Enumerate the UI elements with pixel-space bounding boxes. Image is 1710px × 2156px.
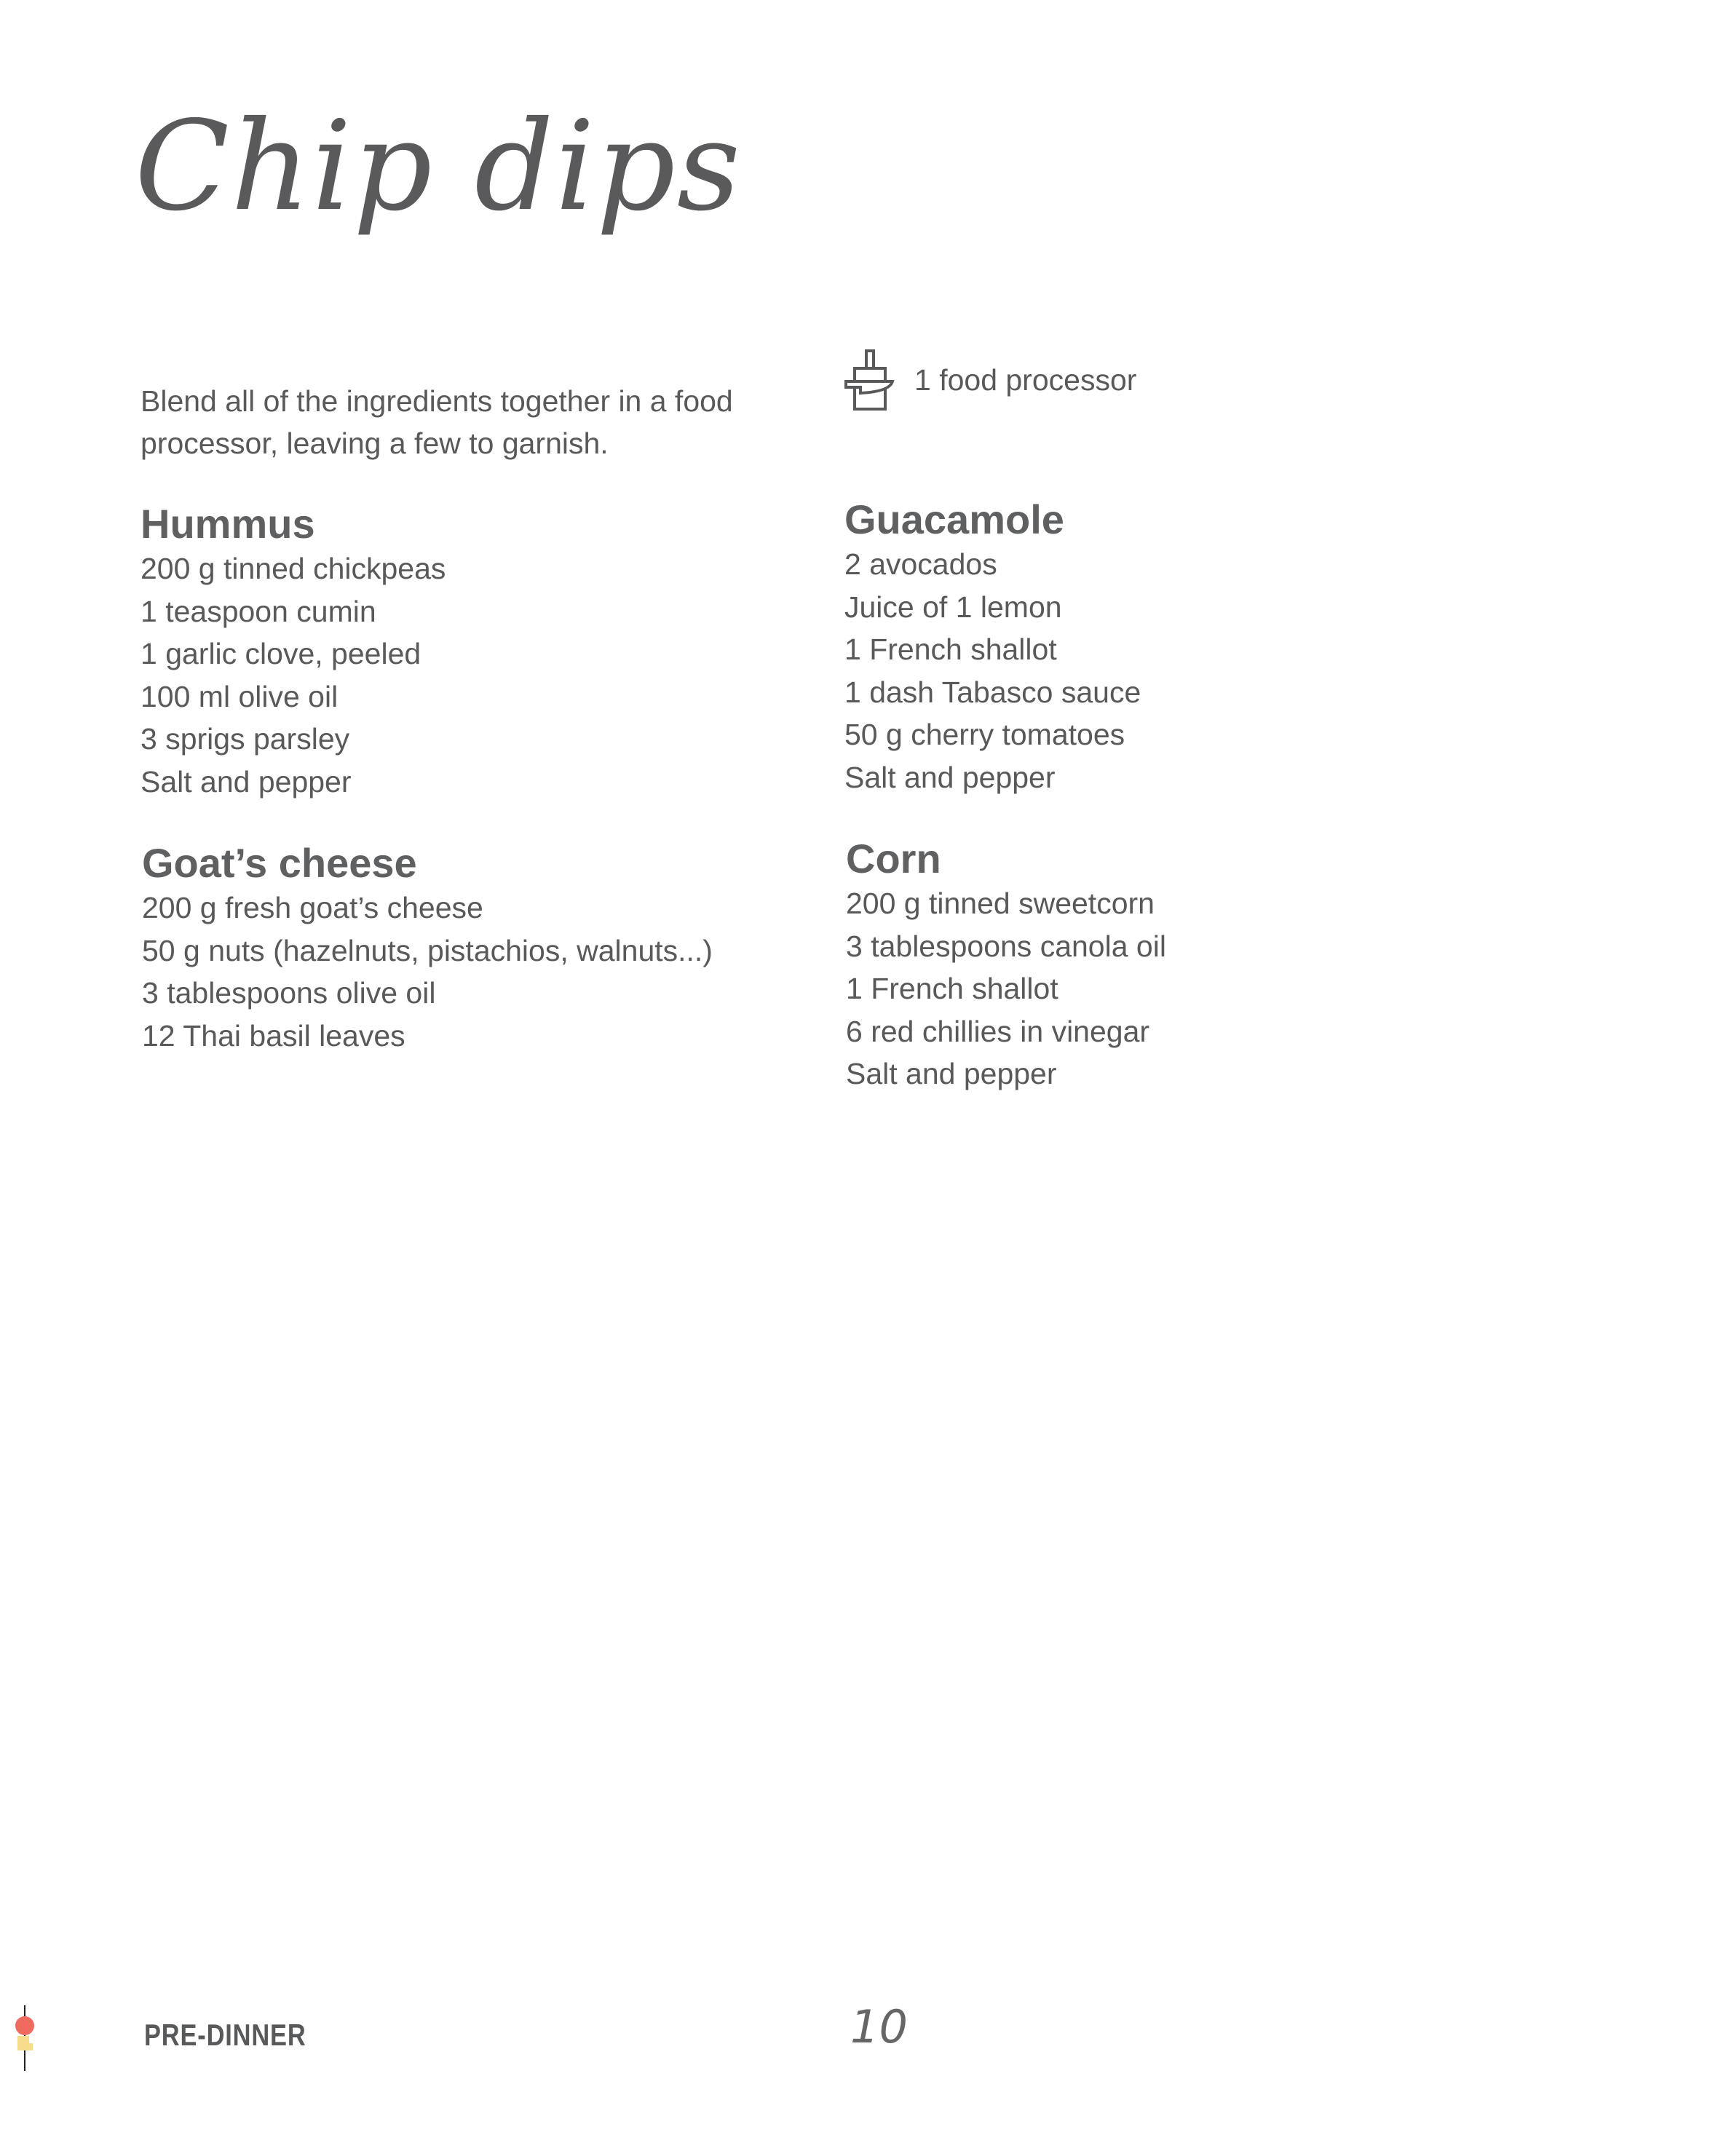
ingredient: 200 g tinned chickpeas [140,552,446,585]
ingredient: 1 teaspoon cumin [140,594,376,628]
ingredient: Salt and pepper [140,764,352,798]
recipe-goats-cheese [142,840,797,1057]
ingredient: 1 French shallot [844,633,1057,666]
recipe-heading: Hummus [140,501,315,547]
recipe-heading: Goat’s cheese [142,840,417,886]
ingredient: 3 sprigs parsley [140,722,350,756]
page-title: Chip dips [135,95,743,239]
page-number: 10 [850,2000,908,2053]
ingredient: 1 French shallot [846,972,1058,1005]
skewer-marker-icon [15,2005,36,2072]
ingredient: 3 tablespoons olive oil [142,976,436,1010]
ingredient: Juice of 1 lemon [844,590,1062,624]
recipe-corn [846,836,1501,1095]
ingredient: 50 g nuts (hazelnuts, pistachios, walnuts...) [142,933,713,967]
section-label: PRE-DINNER [144,2018,306,2052]
ingredient: 50 g cherry tomatoes [844,718,1125,751]
ingredient: 200 g fresh goat’s cheese [142,891,483,924]
ingredient: 1 dash Tabasco sauce [844,675,1141,709]
ingredient: Salt and pepper [846,1057,1057,1090]
recipe-guacamole [844,496,1500,798]
ingredient: 6 red chillies in vinegar [846,1014,1150,1048]
ingredient: 3 tablespoons canola oil [846,929,1166,963]
equipment [844,349,1136,411]
ingredient: 2 avocados [844,547,997,581]
ingredient: 100 ml olive oil [140,679,339,713]
food-processor-icon [844,349,895,411]
equipment-label: 1 food processor [914,362,1137,397]
recipe-heading: Corn [846,836,941,881]
recipe-heading: Guacamole [844,496,1064,542]
recipe-hummus [140,501,796,803]
ingredient: 12 Thai basil leaves [142,1018,405,1053]
ingredient: Salt and pepper [844,760,1056,794]
ingredient: 200 g tinned sweetcorn [846,887,1155,920]
intro-text: Blend all of the ingredients together in a food processor, leaving a few to garnish. [140,384,733,460]
ingredient: 1 garlic clove, peeled [140,637,421,670]
